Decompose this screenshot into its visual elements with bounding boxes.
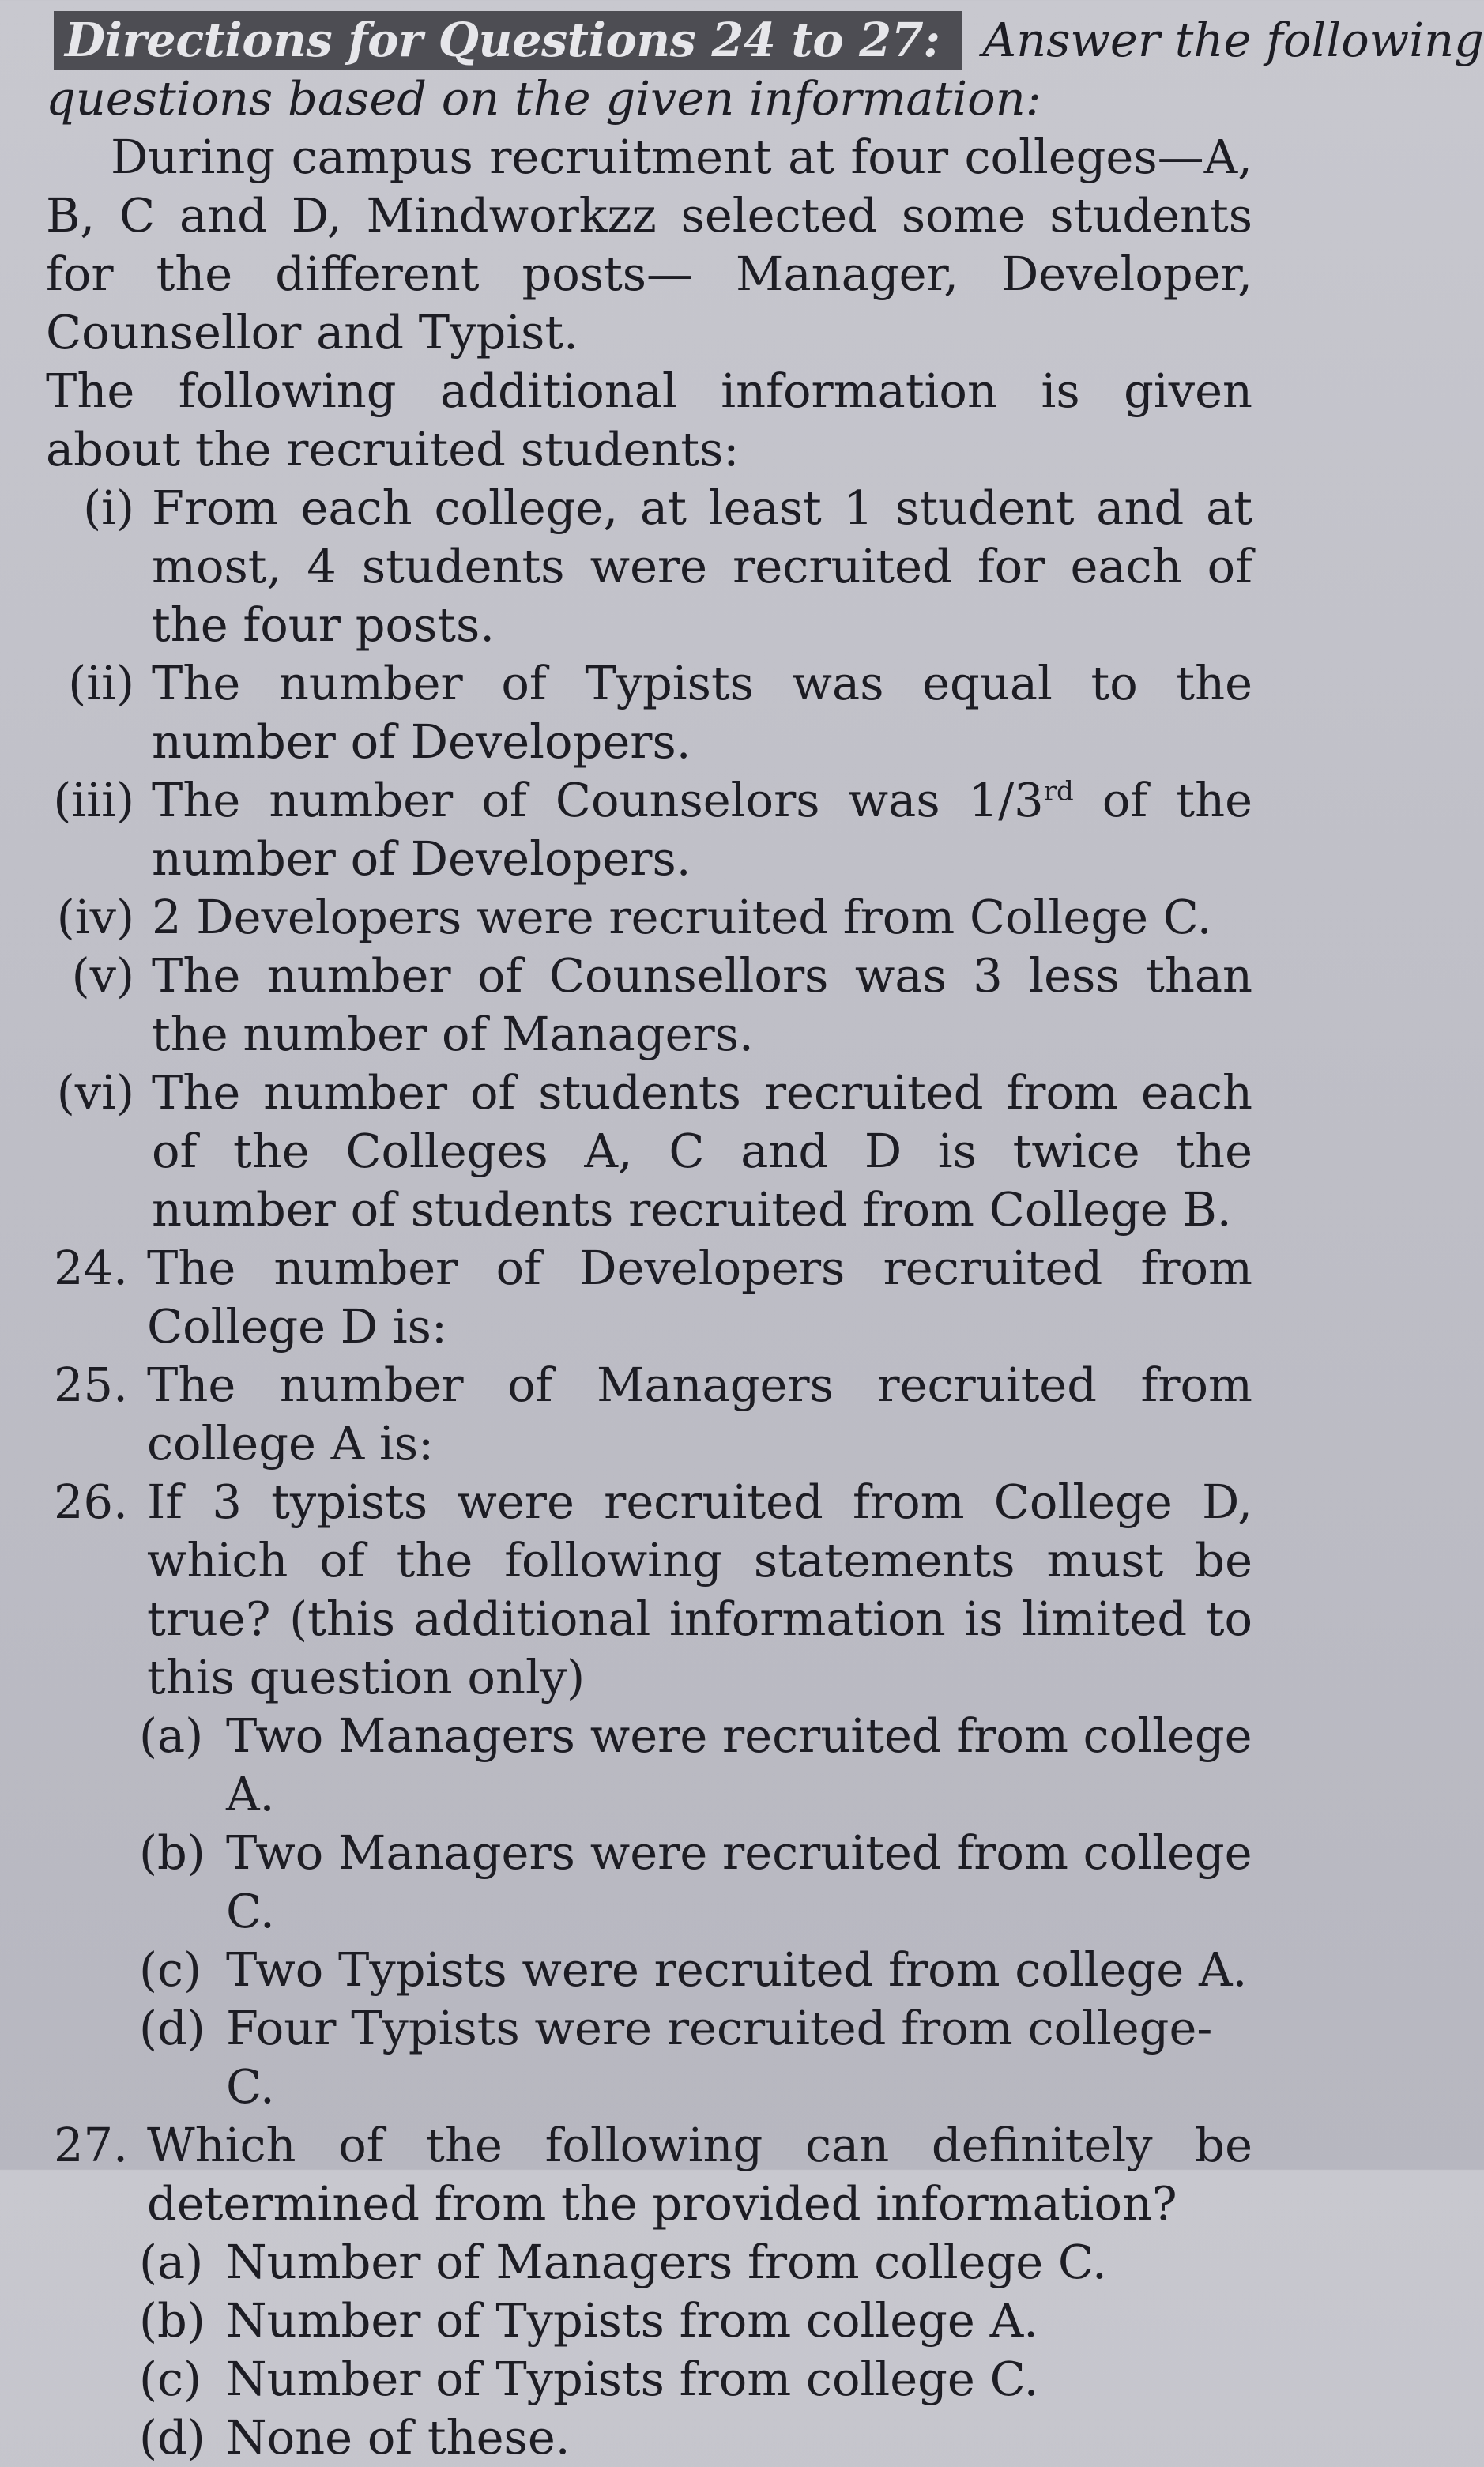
intro-paragraph-2: The following additional information is given about the recruited students: — [46, 363, 1252, 476]
option-text: Number of Typists from college C. — [226, 2352, 1039, 2406]
question-number: 25. — [54, 1358, 128, 1412]
option-text: Two Managers were recruited from college A. — [226, 1708, 1252, 1821]
condition-text: The number of Typists was equal to the number of Developers. — [152, 656, 1252, 769]
condition-text — [152, 771, 1252, 888]
condition-text: The number of students recruited from each of the Colleges A, C and D is twice the number of students recruited from College B. — [152, 1065, 1252, 1237]
option-label: (c) — [139, 2352, 202, 2406]
condition-item — [46, 888, 1252, 947]
condition-label: (iii) — [53, 773, 134, 827]
condition-item — [46, 1064, 1252, 1239]
condition-text: 2 Developers were recruited from College C. — [152, 890, 1212, 944]
question-text: Which of the following can definitely be determined from the provided information? — [147, 2118, 1252, 2231]
condition-text: From each college, at least 1 student and at most, 4 students were recruited for each of the four posts. — [152, 480, 1252, 652]
answer-option — [139, 1824, 1252, 1941]
option-label: (d) — [139, 2410, 205, 2465]
question-text: The number of Developers recruited from College D is: — [147, 1241, 1252, 1354]
directions-header — [46, 11, 1484, 70]
superscript: rd — [1043, 775, 1074, 808]
condition-label: (ii) — [68, 656, 134, 710]
condition-text-part: The number of Counselors was 1/3 — [152, 773, 1044, 827]
option-label: (b) — [139, 1825, 205, 1880]
answer-option — [139, 1941, 1252, 1999]
questions-list — [46, 1239, 1252, 2467]
condition-item — [46, 947, 1252, 1064]
option-text: Four Typists were recruited from college- C. — [226, 2001, 1213, 2114]
question-item — [46, 1473, 1252, 1707]
question-text: If 3 typists were recruited from College D, which of the following statements must be true? (this additional information is limited to this question only) — [147, 1475, 1252, 1704]
condition-label: (vi) — [56, 1065, 134, 1120]
condition-item — [46, 771, 1252, 888]
question-number: 24. — [54, 1241, 128, 1295]
directions-text-continued: questions based on the given information: — [46, 71, 1041, 126]
directions-label: Directions for Questions 24 to 27: — [54, 11, 962, 70]
condition-label: (i) — [83, 480, 134, 535]
option-label: (b) — [139, 2293, 205, 2348]
conditions-list — [46, 479, 1252, 1239]
answer-option — [139, 1999, 1252, 2116]
question-item — [46, 1356, 1252, 1473]
question-text: The number of Managers recruited from college A is: — [147, 1358, 1252, 1471]
condition-label: (iv) — [56, 890, 134, 944]
option-text: Two Managers were recruited from college C. — [226, 1825, 1252, 1938]
question-number: 26. — [54, 1475, 128, 1529]
option-text: Two Typists were recruited from college A. — [226, 1942, 1248, 1997]
answer-option — [139, 2233, 1252, 2292]
option-text: None of these. — [226, 2410, 571, 2465]
question-item — [46, 2116, 1252, 2233]
answer-option — [139, 2292, 1252, 2350]
answer-option — [139, 1707, 1252, 1824]
condition-text-part: of the number of Developers. — [152, 773, 1252, 886]
intro-paragraph: During campus recruitment at four colleges—A, B, C and D, Mindworkzz selected some students for the different posts— Manager, Developer, Counsellor and Typist. — [46, 130, 1252, 360]
question-item — [46, 1239, 1252, 1356]
condition-item — [46, 654, 1252, 771]
condition-text: The number of Counsellors was 3 less than the number of Managers. — [152, 948, 1252, 1061]
directions-text: Answer the following — [982, 13, 1484, 67]
condition-item — [46, 479, 1252, 654]
option-label: (a) — [139, 1708, 204, 1763]
option-label: (a) — [139, 2235, 204, 2289]
answer-option — [139, 2409, 1252, 2467]
condition-label: (v) — [71, 948, 134, 1003]
answer-option — [139, 2350, 1252, 2409]
question-number: 27. — [54, 2118, 128, 2172]
option-label: (d) — [139, 2001, 205, 2055]
option-label: (c) — [139, 1942, 202, 1997]
option-text: Number of Managers from college C. — [226, 2235, 1107, 2289]
option-text: Number of Typists from college A. — [226, 2293, 1038, 2348]
